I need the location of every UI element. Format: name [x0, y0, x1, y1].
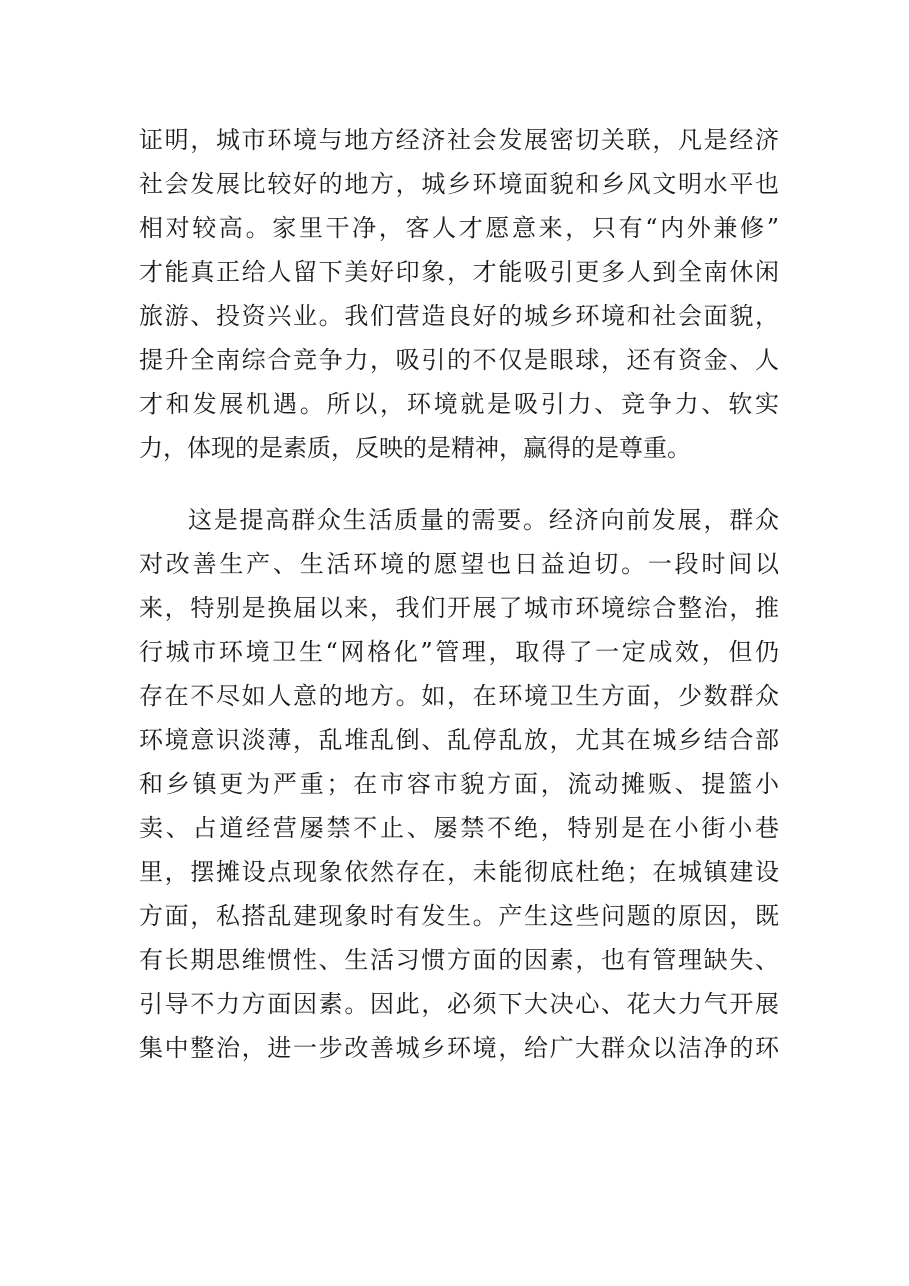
paragraph-2-line-7: 和乡镇更为严重；在市容市貌方面，流动摊贩、提篮小 — [139, 770, 779, 798]
paragraph-2-line-3: 来，特别是换届以来，我们开展了城市环境综合整治，推 — [139, 594, 779, 622]
paragraph-1-line-8: 力，体现的是素质，反映的是精神，赢得的是尊重。 — [139, 434, 691, 462]
paragraph-2-line-4: 行城市环境卫生“网格化”管理，取得了一定成效，但仍 — [139, 638, 779, 666]
paragraph-2-line-6: 环境意识淡薄，乱堆乱倒、乱停乱放，尤其在城乡结合部 — [139, 726, 779, 754]
paragraph-2-line-2: 对改善生产、生活环境的愿望也日益迫切。一段时间以 — [139, 550, 779, 578]
paragraph-2-line-12: 引导不力方面因素。因此，必须下大决心、花大力气开展 — [139, 990, 779, 1018]
paragraph-1-line-1: 证明，城市环境与地方经济社会发展密切关联，凡是经济 — [139, 126, 779, 154]
paragraph-1-line-7: 才和发展机遇。所以，环境就是吸引力、竞争力、软实 — [139, 390, 779, 418]
paragraph-2-line-5: 存在不尽如人意的地方。如，在环境卫生方面，少数群众 — [139, 682, 779, 710]
paragraph-1-line-2: 社会发展比较好的地方，城乡环境面貌和乡风文明水平也 — [139, 170, 779, 198]
paragraph-2-line-8: 卖、占道经营屡禁不止、屡禁不绝，特别是在小街小巷 — [139, 814, 779, 842]
paragraph-2-line-9: 里，摆摊设点现象依然存在，未能彻底杜绝；在城镇建设 — [139, 858, 779, 886]
paragraph-1-line-3: 相对较高。家里干净，客人才愿意来，只有“内外兼修” — [139, 214, 779, 242]
paragraph-1-line-5: 旅游、投资兴业。我们营造良好的城乡环境和社会面貌， — [139, 302, 779, 330]
paragraph-1-line-4: 才能真正给人留下美好印象，才能吸引更多人到全南休闲 — [139, 258, 779, 286]
paragraph-2-line-10: 方面，私搭乱建现象时有发生。产生这些问题的原因，既 — [139, 902, 779, 930]
paragraph-2-line-13: 集中整治，进一步改善城乡环境，给广大群众以洁净的环 — [139, 1034, 779, 1062]
paragraph-2-line-1: 这是提高群众生活质量的需要。经济向前发展，群众 — [188, 506, 779, 534]
paragraph-2-line-11: 有长期思维惯性、生活习惯方面的因素，也有管理缺失、 — [139, 946, 779, 974]
paragraph-1-line-6: 提升全南综合竞争力，吸引的不仅是眼球，还有资金、人 — [139, 346, 779, 374]
